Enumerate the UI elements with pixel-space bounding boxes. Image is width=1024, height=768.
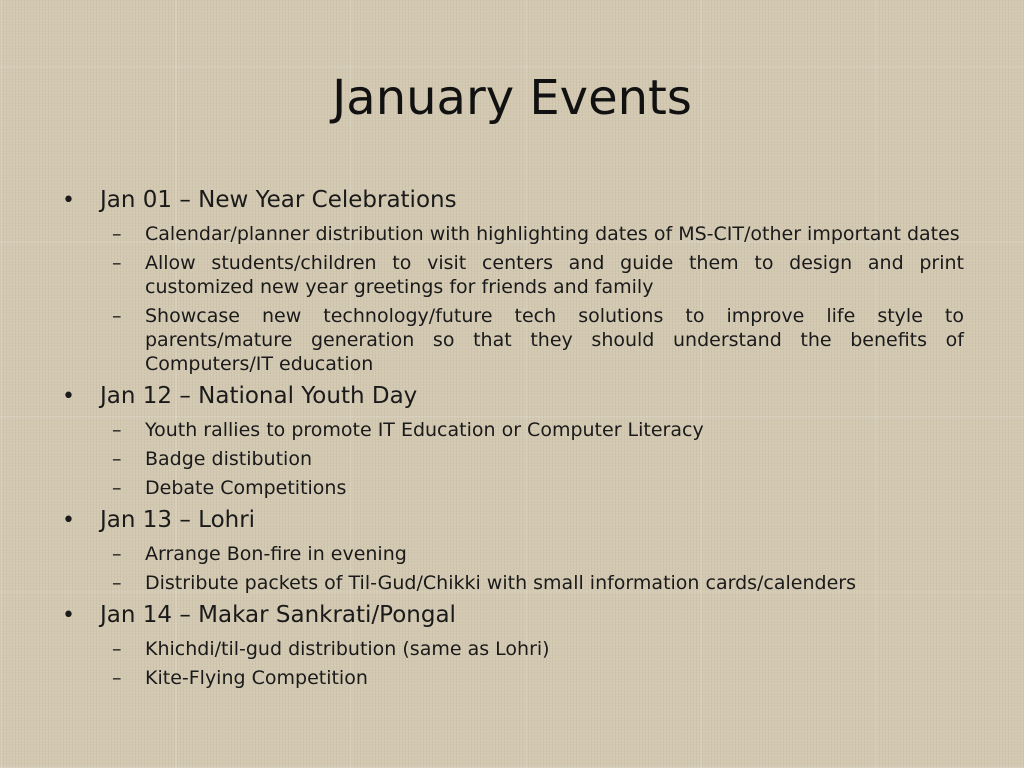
dash-icon: – [112,448,122,470]
slide-content [60,180,964,690]
event-heading: Jan 01 – New Year Celebrations [100,187,457,213]
event-item [100,637,964,661]
event-item [100,418,964,442]
event-item-text: Kite-Flying Competition [145,667,368,689]
dash-icon: – [112,223,122,245]
event-section [60,504,964,595]
event-section [60,184,964,376]
dash-icon: – [112,252,122,274]
event-item-text: Allow students/children to visit centers and guide them to design and print customized new year greetings for friends and family [145,252,964,298]
event-item [100,251,964,299]
dash-icon: – [112,543,122,565]
dash-icon: – [112,477,122,499]
event-item [100,542,964,566]
event-item-text: Distribute packets of Til-Gud/Chikki with small information cards/calenders [145,572,856,594]
event-item-text: Badge distibution [145,448,312,470]
bullet-icon: • [62,188,75,213]
event-item [100,666,964,690]
event-list [60,184,964,690]
event-item-text: Khichdi/til-gud distribution (same as Lohri) [145,638,550,660]
dash-icon: – [112,419,122,441]
event-heading: Jan 13 – Lohri [100,507,256,533]
event-items [100,637,964,690]
dash-icon: – [112,667,122,689]
dash-icon: – [112,572,122,594]
event-heading: Jan 14 – Makar Sankrati/Pongal [100,602,456,628]
bullet-icon: • [62,603,75,628]
event-item-text: Youth rallies to promote IT Education or Computer Literacy [145,419,704,441]
event-items [100,542,964,595]
event-item [100,447,964,471]
event-section [60,380,964,500]
event-item-text: Showcase new technology/future tech solutions to improve life style to parents/mature generation so that they should understand the benefits of Computers/IT education [145,305,964,375]
event-item [100,571,964,595]
event-section [60,599,964,690]
event-item [100,476,964,500]
dash-icon: – [112,305,122,327]
event-item [100,222,964,246]
event-item [100,304,964,376]
event-items [100,222,964,376]
event-item-text: Calendar/planner distribution with highlighting dates of MS-CIT/other important dates [145,223,960,245]
event-heading: Jan 12 – National Youth Day [100,383,418,409]
bullet-icon: • [62,384,75,409]
event-items [100,418,964,500]
event-item-text: Debate Competitions [145,477,347,499]
bullet-icon: • [62,508,75,533]
event-item-text: Arrange Bon-fire in evening [145,543,407,565]
dash-icon: – [112,638,122,660]
slide-title: January Events [332,70,692,126]
